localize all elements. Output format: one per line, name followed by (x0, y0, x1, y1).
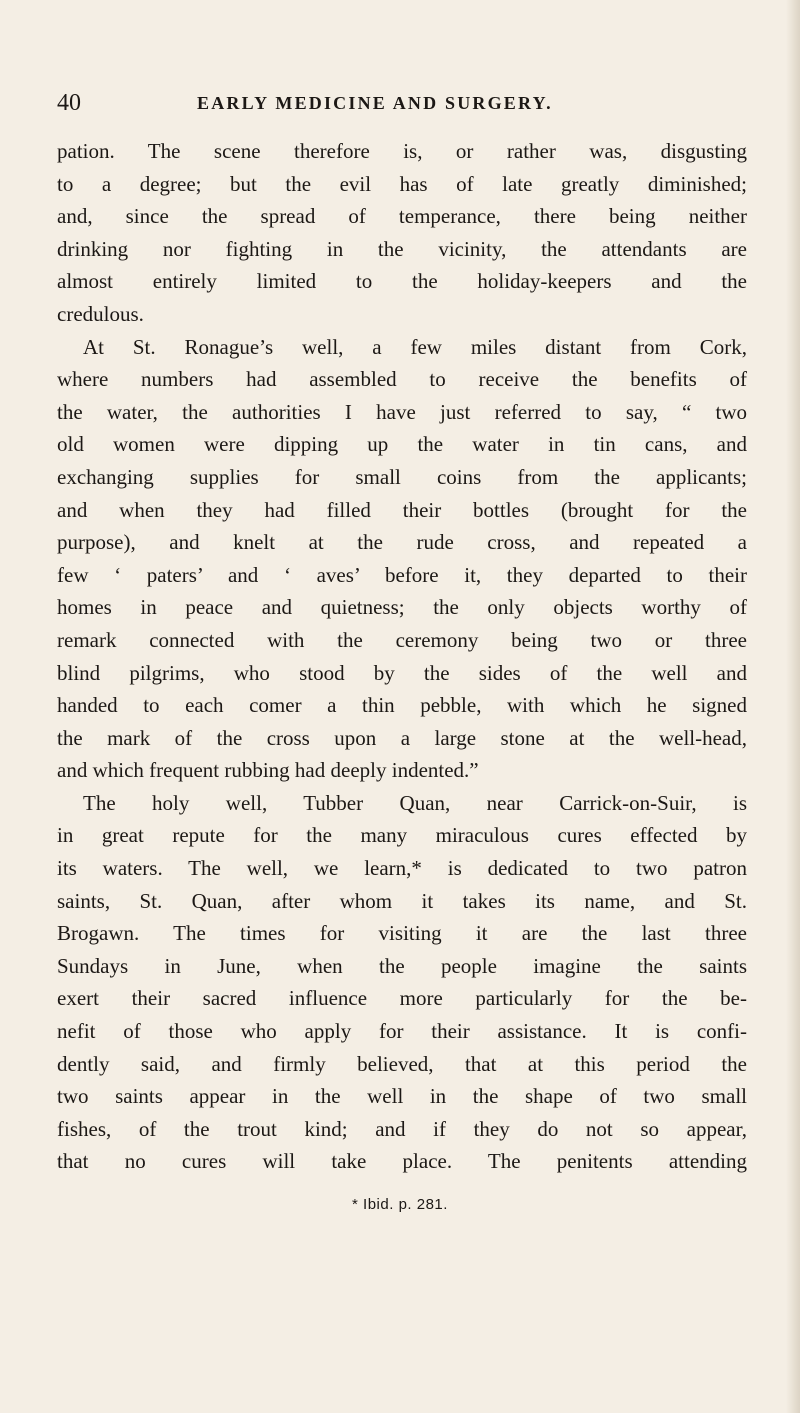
running-head: EARLY MEDICINE AND SURGERY. (197, 93, 553, 113)
text-line: in great repute for the many miraculous cures effected by (57, 823, 747, 848)
page-header (57, 88, 747, 118)
text-line: At St. Ronague’s well, a few miles distant from Cork, (83, 334, 747, 359)
text-line: where numbers had assembled to receive the benefits of (57, 367, 747, 392)
text-line: blind pilgrims, who stood by the sides of the well and (57, 660, 747, 685)
text-line: to a degree; but the evil has of late greatly diminished; (57, 171, 747, 196)
text-line: two saints appear in the well in the shape of two small (57, 1084, 747, 1109)
footnote: * Ibid. p. 281. (352, 1196, 448, 1213)
text-line: exchanging supplies for small coins from the applicants; (57, 464, 747, 489)
text-line: the mark of the cross upon a large stone at the well-head, (57, 725, 747, 750)
text-line: and which frequent rubbing had deeply indented.” (57, 758, 479, 783)
text-line: The holy well, Tubber Quan, near Carrick-on-Suir, is (83, 790, 747, 815)
text-line: its waters. The well, we learn,* is dedicated to two patron (57, 856, 747, 881)
text-line: the water, the authorities I have just referred to say, “ two (57, 399, 747, 424)
text-line: pation. The scene therefore is, or rather was, disgusting (57, 139, 747, 163)
text-line: remark connected with the ceremony being two or three (57, 627, 747, 652)
text-line: almost entirely limited to the holiday-keepers and the (57, 269, 747, 294)
page-number: 40 (57, 90, 81, 116)
text-line: fishes, of the trout kind; and if they do not so appear, (57, 1116, 747, 1141)
text-line: homes in peace and quietness; the only objects worthy of (57, 595, 747, 620)
text-line: handed to each comer a thin pebble, with which he signed (57, 693, 747, 718)
body-text (57, 135, 747, 1178)
text-line: few ‘ paters’ and ‘ aves’ before it, they departed to their (57, 562, 747, 587)
text-line: drinking nor fighting in the vicinity, the attendants are (57, 236, 747, 261)
text-line: Brogawn. The times for visiting it are the last three (57, 921, 747, 946)
text-line: credulous. (57, 301, 144, 326)
text-line: saints, St. Quan, after whom it takes its name, and St. (57, 888, 747, 913)
text-line: nefit of those who apply for their assistance. It is confi- (57, 1019, 747, 1044)
text-line: and when they had filled their bottles (brought for the (57, 497, 747, 522)
text-line: Sundays in June, when the people imagine the saints (57, 953, 747, 978)
text-line: and, since the spread of temperance, there being neither (57, 204, 747, 229)
text-line: that no cures will take place. The penitents attending (57, 1149, 747, 1174)
text-line: purpose), and knelt at the rude cross, and repeated a (57, 530, 747, 555)
text-line: dently said, and firmly believed, that at this period the (57, 1051, 747, 1076)
text-line: old women were dipping up the water in tin cans, and (57, 432, 747, 457)
text-line: exert their sacred influence more particularly for the be- (57, 986, 747, 1011)
